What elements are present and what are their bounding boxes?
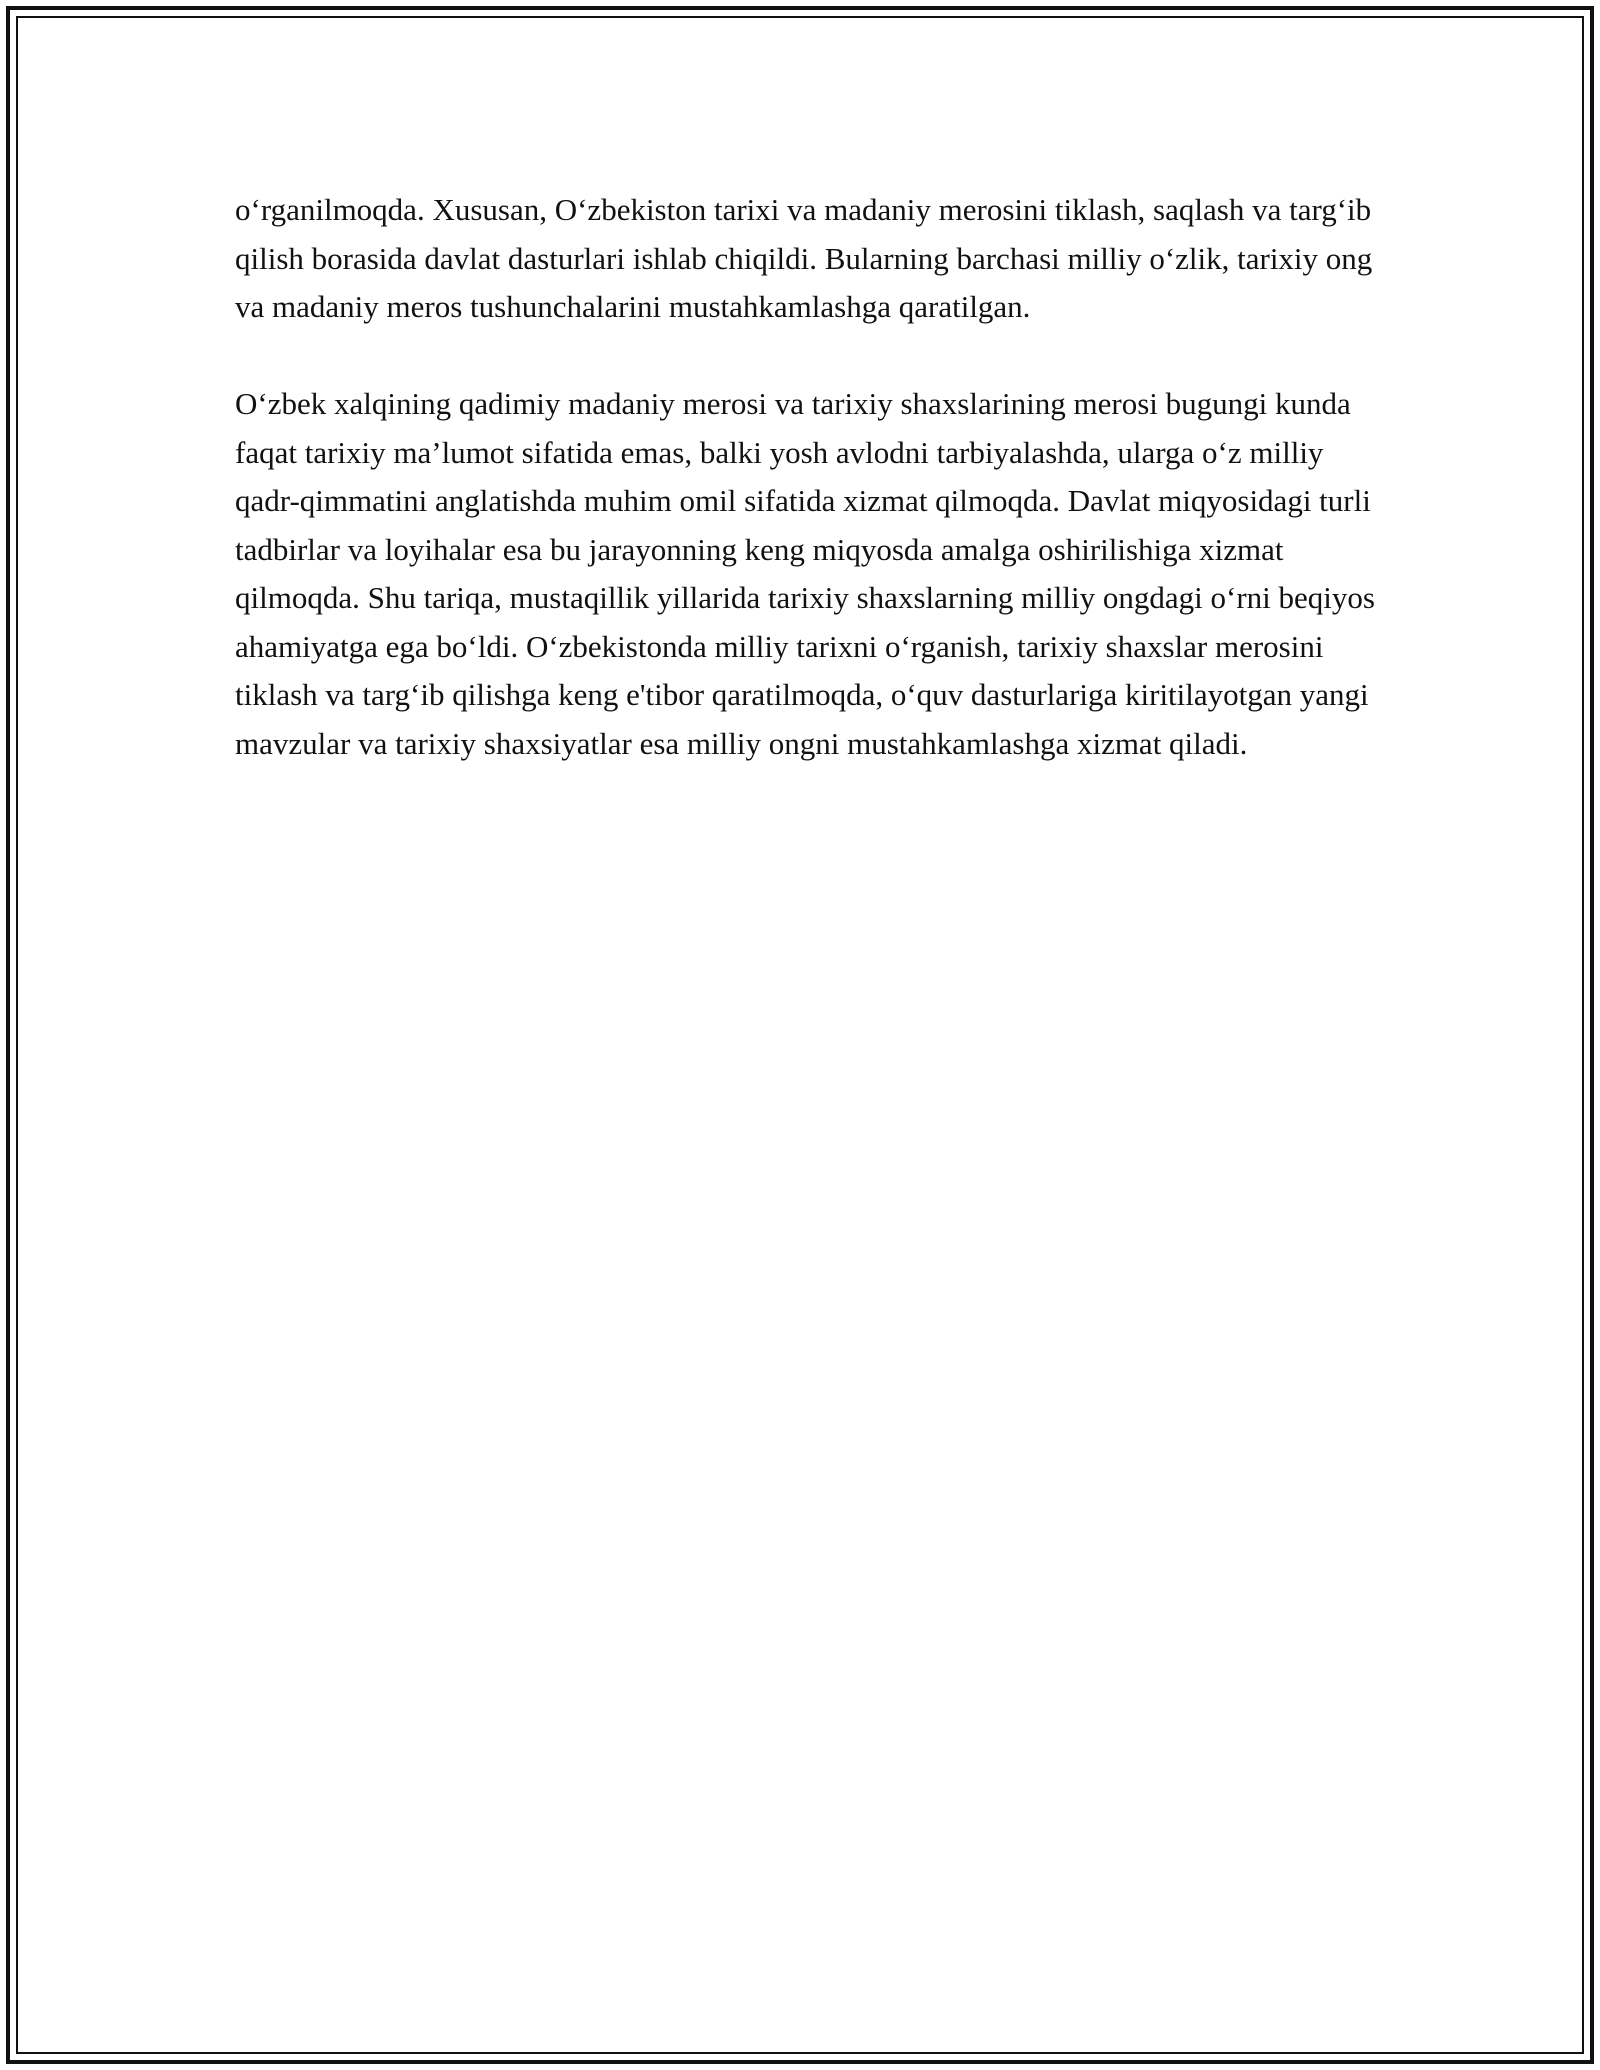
document-body [235,186,1385,768]
body-paragraph: o‘rganilmoqda. Xususan, O‘zbekiston tarixi va madaniy merosini tiklash, saqlash va targ‘ib qilish borasida davlat dasturlari ishlab chiqildi. Bularning barchasi milliy o‘zlik, tarixiy ong va madaniy meros tushunchalarini mustahkamlashga qaratilgan. [235,192,1373,324]
body-paragraph: O‘zbek xalqining qadimiy madaniy merosi va tarixiy shaxslarining merosi bugungi kunda faqat tarixiy ma’lumot sifatida emas, balki yosh avlodni tarbiyalashda, ularga o‘z milliy qadr-qimmatini anglatishda muhim omil sifatida xizmat qilmoqda. Davlat miqyosidagi turli tadbirlar va loyihalar esa bu jarayonning keng miqyosda amalga oshirilishiga xizmat qilmoqda. Shu tariqa, mustaqillik yillarida tarixiy shaxslarning milliy ongdagi o‘rni beqiyos ahamiyatga ega bo‘ldi. O‘zbekistonda milliy tarixni o‘rganish, tarixiy shaxslar merosini tiklash va targ‘ib qilishga keng e'tibor qaratilmoqda, o‘quv dasturlariga kiritilayotgan yangi mavzular va tarixiy shaxsiyatlar esa milliy ongni mustahkamlashga xizmat qiladi. [235,386,1375,761]
